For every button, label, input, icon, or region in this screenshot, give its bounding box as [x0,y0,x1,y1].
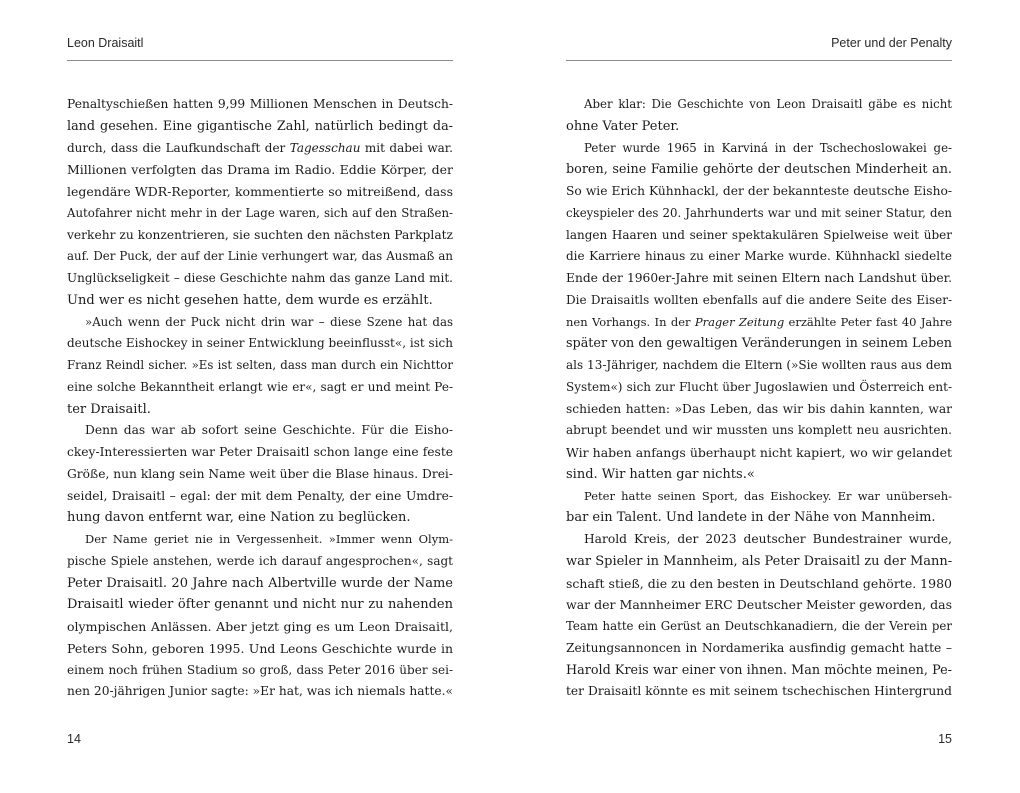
text-line: ohne Vater Peter. [566,118,680,134]
text-line: Unglückseligkeit – diese Geschichte nahm das ganze Land mit. [67,271,453,285]
text-line: langen Haaren und seiner spektakulären Spielweise weit über [566,227,952,242]
text-line: legendäre WDR-Reporter, kommentierte so mitreißend, dass [67,184,453,199]
italic-title: Tagesschau [289,140,361,155]
text-line: Penaltyschießen hatten 9,99 Millionen Menschen in Deutsch- [67,97,453,111]
text-line: ckeyspieler des 20. Jahrhunderts war und mit seiner Statur, den [566,205,952,220]
text-line: Peter Draisaitl. 20 Jahre nach Albertville wurde der Name [67,575,453,591]
text-line: Denn das war ab sofort seine Geschichte. Für die Eisho- [85,423,453,438]
text-line: hung davon entfernt war, eine Nation zu beglücken. [67,510,411,526]
text-line: System«) sich zur Flucht über Jugoslawien und Österreich ent- [566,379,952,394]
text-line: Größe, nun klang sein Name weit über die Blase hinaus. Drei- [67,466,453,481]
text-line: nen Vorhangs. In der Prager Zeitung erzählte Peter fast 40 Jahre [566,314,952,329]
header-rule [67,60,453,61]
text-line: nen 20-jährigen Junior sagte: »Er hat, was ich niemals hatte.« [67,684,454,699]
text-line: bar ein Talent. Und landete in der Nähe von Mannheim. [566,510,936,526]
text-line: Draisaitl wieder öfter genannt und nicht nur zu nahenden [67,597,453,613]
text-line: war Spieler in Mannheim, als Peter Draisaitl zu der Mann- [566,553,953,569]
text-line: sind. Wir hatten gar nichts.« [566,466,755,482]
text-line: land gesehen. Eine gigantische Zahl, natürlich bedingt da- [67,118,453,134]
text-line: Wir haben anfangs überhaupt nicht kapiert, wo wir gelandet [566,445,952,460]
text-line: als 13-Jähriger, nachdem die Eltern (»Sie wollten raus aus dem [566,358,952,372]
text-line: deutsche Eishockey in seiner Entwicklung beeinflusst«, ist sich [67,336,453,351]
text-line: seidel, Draisaitl – egal: der mit dem Penalty, der eine Umdre- [67,488,453,503]
text-line: Franz Reindl sicher. »Es ist selten, dass man durch ein Nichttor [67,358,453,372]
text-line: die Karriere hinaus zu einer Marke wurde. Kühnhackl siedelte [566,249,952,264]
text-line: Team hatte ein Gerüst an Deutschkanadiern, die der Verein per [566,619,952,633]
page-number: 14 [67,732,81,746]
page-number: 15 [938,732,952,746]
text-line: boren, seine Familie gehörte der deutschen Minderheit an. [566,162,952,178]
italic-title: Prager Zeitung [694,314,785,329]
text-line: später von den gewaltigen Veränderungen in seinem Leben [566,336,952,352]
text-line: Peters Sohn, geboren 1995. Und Leons Geschichte wurde in [67,640,453,656]
text-line: durch, dass die Laufkundschaft der Tagesschau mit dabei war. [67,140,453,155]
text-line: einem noch frühen Stadium so groß, dass Peter 2016 über sei- [67,662,453,677]
body-text [566,94,952,703]
text-line: Harold Kreis war einer von ihnen. Man möchte meinen, Pe- [566,662,952,678]
body-text [67,94,453,703]
text-line: Peter hatte seinen Sport, das Eishockey. Er war unüberseh- [584,488,952,503]
text-line: Der Name geriet nie in Vergessenheit. »Immer wenn Olym- [85,532,453,546]
text-line: Die Draisaitls wollten ebenfalls auf die andere Seite des Eiser- [566,292,952,307]
text-line: Zeitungsannoncen in Nordamerika ausfindig gemacht hatte – [566,640,952,655]
text-line: Autofahrer nicht mehr in der Lage waren, sich auf den Straßen- [67,205,453,220]
text-line: ter Draisaitl. [67,401,151,417]
running-head: Leon Draisaitl [67,36,144,50]
text-line: Und wer es nicht gesehen hatte, dem wurde es erzählt. [67,292,433,308]
text-line: »Auch wenn der Puck nicht drin war – diese Szene hat das [85,314,453,329]
text-line: schieden hatten: »Das Leben, das wir bis dahin kannten, war [566,401,952,416]
text-line: ckey-Interessierten war Peter Draisaitl schon lange eine feste [67,445,453,459]
left-page [67,0,453,793]
text-line: schaft stieß, die zu den besten in Deutschland gehörte. 1980 [566,575,952,591]
text-line: Millionen verfolgten das Drama im Radio. Eddie Körper, der [67,162,453,178]
text-line: Peter wurde 1965 in Karviná in der Tschechoslowakei ge- [584,140,952,155]
header-rule [566,60,952,61]
text-line: verkehr zu konzentrieren, sie suchten den nächsten Parkplatz [67,227,453,242]
text-line: eine solche Bekanntheit erlangt wie er«, sagt er und meint Pe- [67,379,453,394]
text-line: pische Spiele anstehen, werde ich darauf angesprochen«, sagt [67,553,453,568]
text-line: Aber klar: Die Geschichte von Leon Draisaitl gäbe es nicht [584,97,952,111]
running-head: Peter und der Penalty [831,36,952,50]
text-line: So wie Erich Kühnhackl, der der bekannteste deutsche Eisho- [566,184,952,198]
text-line: abrupt beendet und wir mussten uns komplett neu ausrichten. [566,423,952,438]
text-line: war der Mannheimer ERC Deutscher Meister geworden, das [566,597,952,613]
right-page [566,0,952,793]
text-line: olympischen Anlässen. Aber jetzt ging es um Leon Draisaitl, [67,619,453,634]
text-line: ter Draisaitl könnte es mit seinem tschechischen Hintergrund [566,684,952,699]
text-line: Harold Kreis, der 2023 deutscher Bundestrainer wurde, [584,532,952,546]
text-line: Ende der 1960er-Jahre mit seinen Eltern nach Landshut über. [566,271,952,285]
text-line: auf. Der Puck, der auf der Linie verhungert war, das Ausmaß an [67,249,453,264]
